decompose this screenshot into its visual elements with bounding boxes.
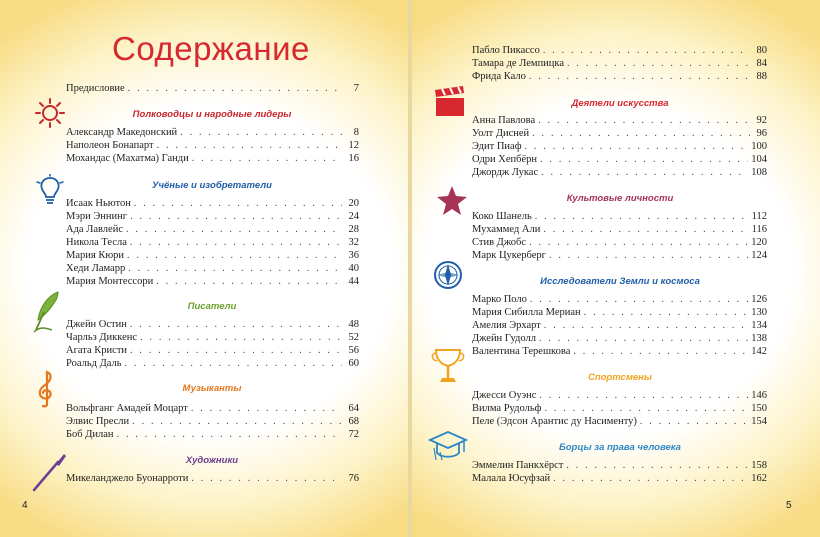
toc-entry[interactable] (472, 415, 767, 428)
toc-entry[interactable] (472, 166, 767, 179)
toc-entry[interactable] (472, 249, 767, 262)
section-title-arts: Деятели искусства (571, 98, 669, 109)
toc-entry[interactable] (66, 210, 359, 223)
entry-page: 20 (348, 198, 359, 209)
entry-page: 96 (756, 128, 767, 139)
toc-entry[interactable] (66, 357, 359, 370)
toc-entry[interactable] (66, 428, 359, 441)
entry-name: Роальд Даль (66, 358, 122, 369)
toc-entry[interactable] (66, 275, 359, 288)
entry-page: 162 (751, 473, 767, 484)
left-page (0, 0, 408, 537)
entry-page: 88 (756, 71, 767, 82)
entry-page: 130 (751, 307, 767, 318)
toc-entry[interactable] (472, 306, 767, 319)
toc-entry[interactable] (66, 262, 359, 275)
entry-name: Мария Сибилла Мериан (472, 307, 581, 318)
section-title-explorers: Исследователи Земли и космоса (540, 276, 700, 287)
toc-entry[interactable] (472, 153, 767, 166)
entry-name: Амелия Эрхарт (472, 320, 541, 331)
toc-entry[interactable] (66, 139, 359, 152)
clapperboard-icon (432, 84, 468, 118)
star-icon (436, 184, 468, 218)
toc-entry[interactable] (66, 223, 359, 236)
quill-icon (30, 290, 66, 334)
entry-page: 80 (756, 45, 767, 56)
entry-name: Джордж Лукас (472, 167, 539, 178)
entry-name: Элвис Пресли (66, 416, 130, 427)
entry-page: 138 (751, 333, 767, 344)
page-number: 5 (786, 500, 792, 511)
graduation-cap-icon (428, 428, 468, 464)
paintbrush-icon (28, 452, 68, 494)
trophy-icon (430, 346, 466, 386)
entry-name: Марк Цукерберг (472, 250, 546, 261)
toc-entry[interactable] (66, 152, 359, 165)
toc-entry[interactable] (66, 472, 359, 485)
toc-entry[interactable] (472, 389, 767, 402)
entry-page: 44 (348, 276, 359, 287)
entry-name: Джейн Остин (66, 319, 127, 330)
section-title-rights: Борцы за права человека (559, 442, 681, 453)
entry-page: 108 (751, 167, 767, 178)
entry-page: 158 (751, 460, 767, 471)
entry-name: Мария Кюри (66, 250, 125, 261)
toc-entry[interactable] (66, 249, 359, 262)
entry-name: Пеле (Эдсон Арантис ду Насименту) (472, 416, 637, 427)
toc-entry[interactable] (472, 57, 767, 70)
entry-name: Чарльз Диккенс (66, 332, 138, 343)
entry-name: Валентина Терешкова (472, 346, 571, 357)
page-number: 4 (22, 500, 28, 511)
entry-name: Наполеон Бонапарт (66, 140, 154, 151)
entry-name: Малала Юсуфзай (472, 473, 551, 484)
sun-icon (34, 96, 66, 130)
entry-name: Мария Монтессори (66, 276, 154, 287)
toc-entry[interactable] (472, 472, 767, 485)
entry-page: 84 (756, 58, 767, 69)
entry-name: Никола Тесла (66, 237, 127, 248)
entry-page: 28 (348, 224, 359, 235)
toc-entry[interactable] (66, 415, 359, 428)
section-title-writers: Писатели (187, 301, 237, 312)
right-page (412, 0, 820, 537)
entry-page: 52 (348, 332, 359, 343)
entry-page: 24 (348, 211, 359, 222)
entry-page: 92 (756, 115, 767, 126)
toc-entry[interactable] (66, 197, 359, 210)
entry-page: 60 (348, 358, 359, 369)
toc-entry[interactable] (472, 127, 767, 140)
section-title-science: Учёные и изобретатели (152, 180, 272, 191)
toc-entry[interactable] (472, 114, 767, 127)
toc-entry[interactable] (66, 318, 359, 331)
toc-entry[interactable] (66, 236, 359, 249)
entry-page: 12 (348, 140, 359, 151)
entry-name: Вольфганг Амадей Моцарт (66, 403, 188, 414)
toc-entry[interactable] (472, 332, 767, 345)
entry-page: 8 (353, 127, 359, 138)
entry-page: 150 (751, 403, 767, 414)
entry-name: Уолт Дисней (472, 128, 530, 139)
toc-entry[interactable] (66, 402, 359, 415)
entry-page: 76 (348, 473, 359, 484)
section-title-music: Музыканты (182, 383, 242, 394)
entry-name: Вилма Рудольф (472, 403, 542, 414)
toc-entry[interactable] (66, 331, 359, 344)
entry-page: 64 (348, 403, 359, 414)
entry-page: 142 (751, 346, 767, 357)
toc-entry[interactable] (472, 210, 767, 223)
toc-entry[interactable] (472, 140, 767, 153)
entry-name: Микеланджело Буонарроти (66, 473, 189, 484)
section-title-artists: Художники (185, 455, 239, 466)
entry-name: Александр Македонский (66, 127, 178, 138)
entry-page: 116 (751, 224, 767, 235)
entry-name: Джесси Оуэнс (472, 390, 537, 401)
entry-name: Эдит Пиаф (472, 141, 522, 152)
entry-name: Одри Хепбёрн (472, 154, 538, 165)
toc-entry[interactable] (472, 402, 767, 415)
section-title-sport: Спортсмены (587, 372, 653, 383)
entry-page: 154 (751, 416, 767, 427)
entry-page: 100 (751, 141, 767, 152)
entry-name: Мэри Эннинг (66, 211, 128, 222)
entry-page: 120 (751, 237, 767, 248)
entry-page: 68 (348, 416, 359, 427)
toc-entry[interactable] (472, 44, 767, 57)
entry-page: 124 (751, 250, 767, 261)
entry-name: Фрида Кало (472, 71, 526, 82)
entry-page: 112 (751, 211, 767, 222)
toc-entry[interactable] (472, 293, 767, 306)
entry-page: 16 (348, 153, 359, 164)
section-title-military: Полководцы и народные лидеры (132, 109, 292, 120)
treble-clef-icon (32, 368, 60, 408)
entry-name: Марко Поло (472, 294, 527, 305)
entry-name: Эммелин Панкхёрст (472, 460, 564, 471)
toc-entry[interactable] (66, 126, 359, 139)
entry-name: Ада Лавлейс (66, 224, 123, 235)
entry-name: Джейн Гудолл (472, 333, 536, 344)
entry-name: Предисловие (66, 83, 125, 94)
entry-name: Мухаммед Али (472, 224, 541, 235)
toc-entry[interactable] (472, 319, 767, 332)
entry-page: 7 (353, 83, 359, 94)
entry-page: 32 (348, 237, 359, 248)
entry-name: Стив Джобс (472, 237, 527, 248)
entry-page: 72 (348, 429, 359, 440)
toc-entry[interactable] (66, 344, 359, 357)
toc-entry[interactable] (472, 345, 767, 358)
entry-name: Тамара де Лемпицка (472, 58, 565, 69)
entry-page: 126 (751, 294, 767, 305)
entry-page: 40 (348, 263, 359, 274)
toc-entry[interactable] (472, 70, 767, 83)
entry-page: 146 (751, 390, 767, 401)
entry-name: Хеди Ламарр (66, 263, 126, 274)
toc-entry[interactable] (472, 236, 767, 249)
entry-page: 134 (751, 320, 767, 331)
compass-icon (432, 258, 464, 292)
entry-page: 48 (348, 319, 359, 330)
lightbulb-icon (34, 174, 66, 208)
entry-name: Исаак Ньютон (66, 198, 131, 209)
entry-name: Агата Кристи (66, 345, 128, 356)
toc-entry-preface[interactable] (66, 82, 359, 95)
page-title: Содержание (112, 30, 310, 67)
entry-name: Пабло Пикассо (472, 45, 540, 56)
entry-name: Боб Дилан (66, 429, 114, 440)
toc-entry[interactable] (472, 459, 767, 472)
entry-page: 36 (348, 250, 359, 261)
toc-entry[interactable] (472, 223, 767, 236)
section-title-cult: Культовые личности (566, 193, 674, 204)
entry-name: Коко Шанель (472, 211, 532, 222)
entry-name: Анна Павлова (472, 115, 536, 126)
entry-name: Мохандас (Махатма) Ганди (66, 153, 189, 164)
entry-page: 104 (751, 154, 767, 165)
entry-page: 56 (348, 345, 359, 356)
